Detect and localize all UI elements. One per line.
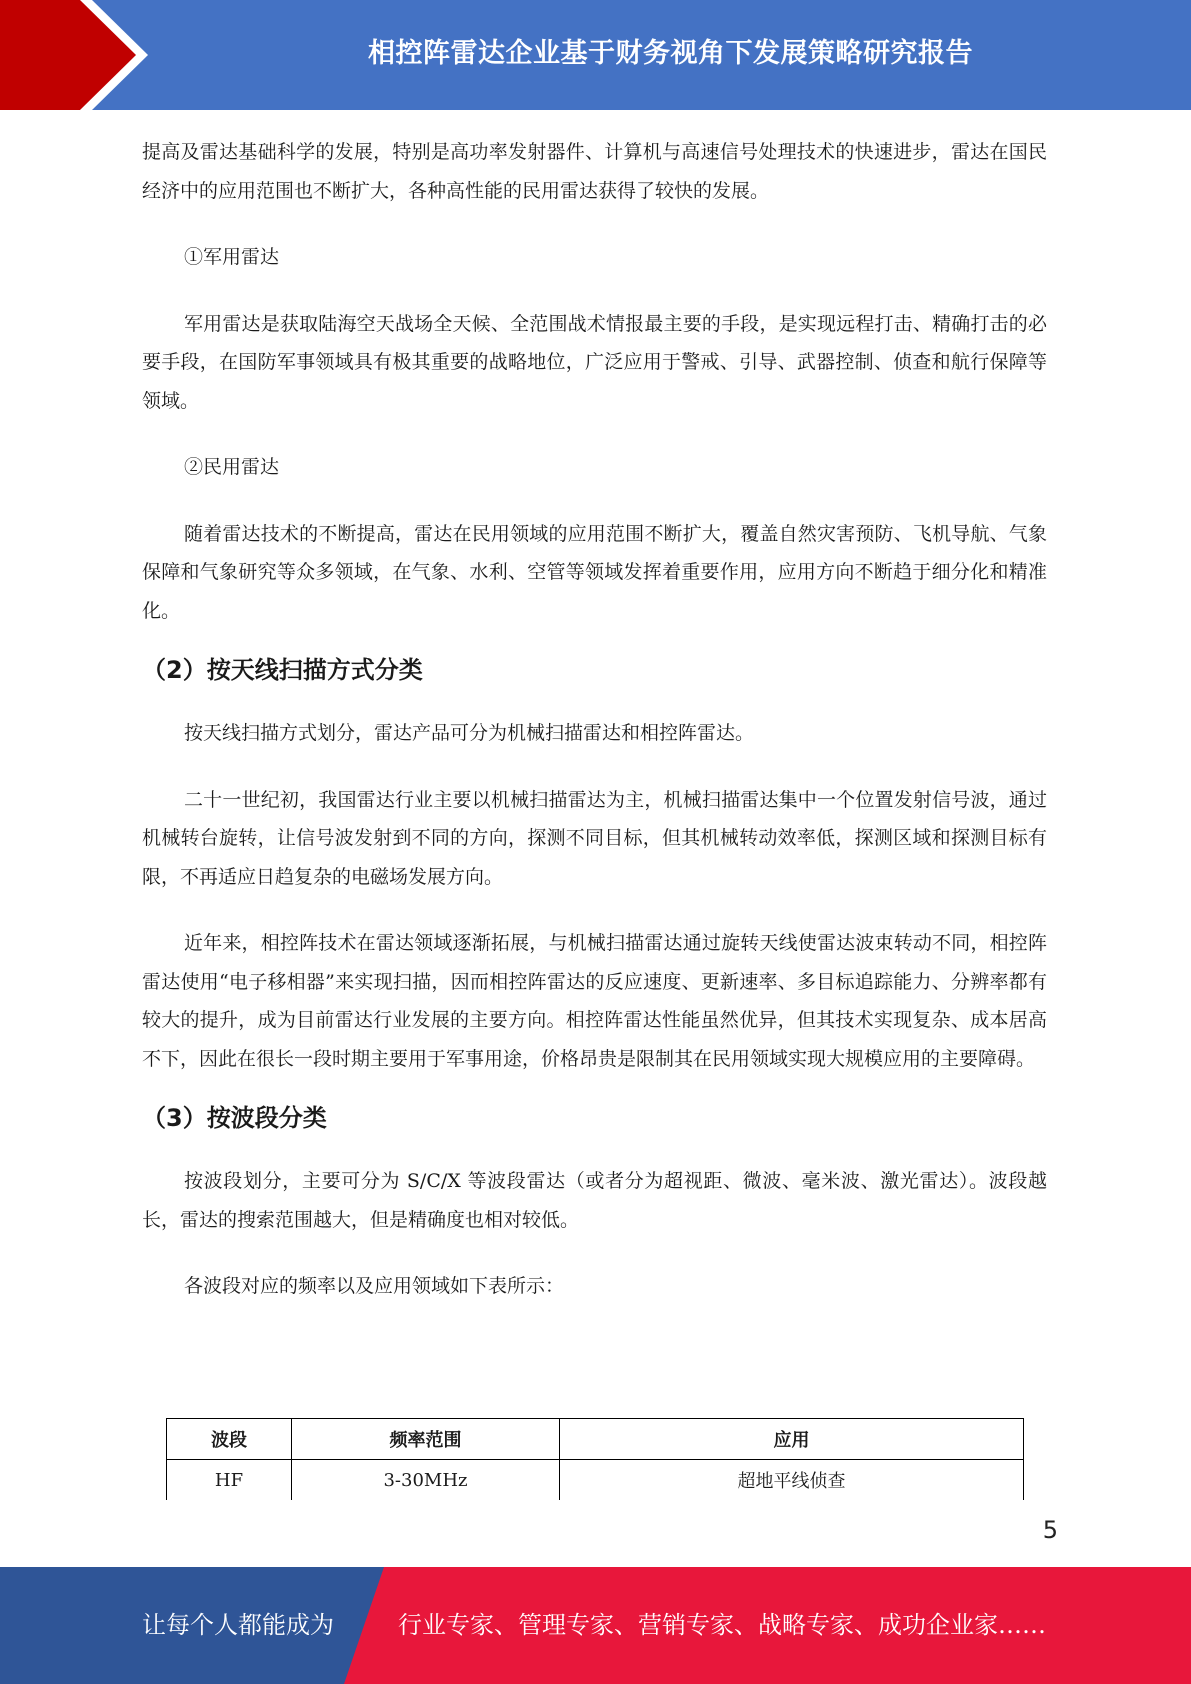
table-header-cell: 频率范围 [292,1419,560,1460]
footer-slogan-right: 行业专家、管理专家、营销专家、战略专家、成功企业家…… [398,1611,1046,1639]
paragraph: 提高及雷达基础科学的发展，特别是高功率发射器件、计算机与高速信号处理技术的快速进步，雷达在国民经济中的应用范围也不断扩大，各种高性能的民用雷达获得了较快的发展。 [142,141,1047,202]
paragraph: 按天线扫描方式划分，雷达产品可分为机械扫描雷达和相控阵雷达。 [184,722,755,744]
list-item-military-radar: ①军用雷达 [184,246,280,268]
paragraph: 各波段对应的频率以及应用领域如下表所示： [184,1275,565,1297]
page-footer [0,1567,1191,1684]
document-body [142,133,1047,1306]
page-header [0,0,1191,110]
footer-slogan-left: 让每个人都能成为 [142,1611,334,1639]
paragraph: 随着雷达技术的不断提高，雷达在民用领域的应用范围不断扩大，覆盖自然灾害预防、飞机导航、气象保障和气象研究等众多领域，在气象、水利、空管等领域发挥着重要作用，应用方向不断趋于细分化和精准化。 [142,522,1047,622]
table-header-cell: 波段 [167,1419,292,1460]
table-header-cell: 应用 [560,1419,1024,1460]
table-cell: 3-30MHz [292,1460,560,1501]
page-number: 5 [1042,1516,1058,1544]
section-heading: （3）按波段分类 [142,1104,327,1132]
paragraph: 按波段划分，主要可分为 S/C/X 等波段雷达（或者分为超视距、微波、毫米波、激光雷达）。波段越长，雷达的搜索范围越大，但是精确度也相对较低。 [142,1170,1047,1231]
section-heading: （2）按天线扫描方式分类 [142,656,423,684]
table-row [167,1460,1024,1501]
table-cell: 超地平线侦查 [560,1460,1024,1501]
header-red-arrow-decoration [0,0,150,110]
frequency-band-table [166,1418,1024,1500]
table-cell: HF [167,1460,292,1501]
paragraph: 近年来，相控阵技术在雷达领域逐渐拓展，与机械扫描雷达通过旋转天线使雷达波束转动不同，相控阵雷达使用“电子移相器”来实现扫描，因而相控阵雷达的反应速度、更新速率、多目标追踪能力、分辨率都有较大的提升，成为目前雷达行业发展的主要方向。相控阵雷达性能虽然优异，但其技术实现复杂、成本居高不下，因此在很长一段时期主要用于军事用途，价格昂贵是限制其在民用领域实现大规模应用的主要障碍。 [142,932,1047,1070]
list-item-civil-radar: ②民用雷达 [184,456,280,478]
paragraph: 二十一世纪初，我国雷达行业主要以机械扫描雷达为主，机械扫描雷达集中一个位置发射信号波，通过机械转台旋转，让信号波发射到不同的方向，探测不同目标，但其机械转动效率低，探测区域和探测目标有限，不再适应日趋复杂的电磁场发展方向。 [142,788,1047,888]
table-header-row [167,1419,1024,1460]
paragraph: 军用雷达是获取陆海空天战场全天候、全范围战术情报最主要的手段，是实现远程打击、精确打击的必要手段，在国防军事领域具有极其重要的战略地位，广泛应用于警戒、引导、武器控制、侦查和航行保障等领域。 [142,312,1047,412]
report-title: 相控阵雷达企业基于财务视角下发展策略研究报告 [368,37,973,69]
